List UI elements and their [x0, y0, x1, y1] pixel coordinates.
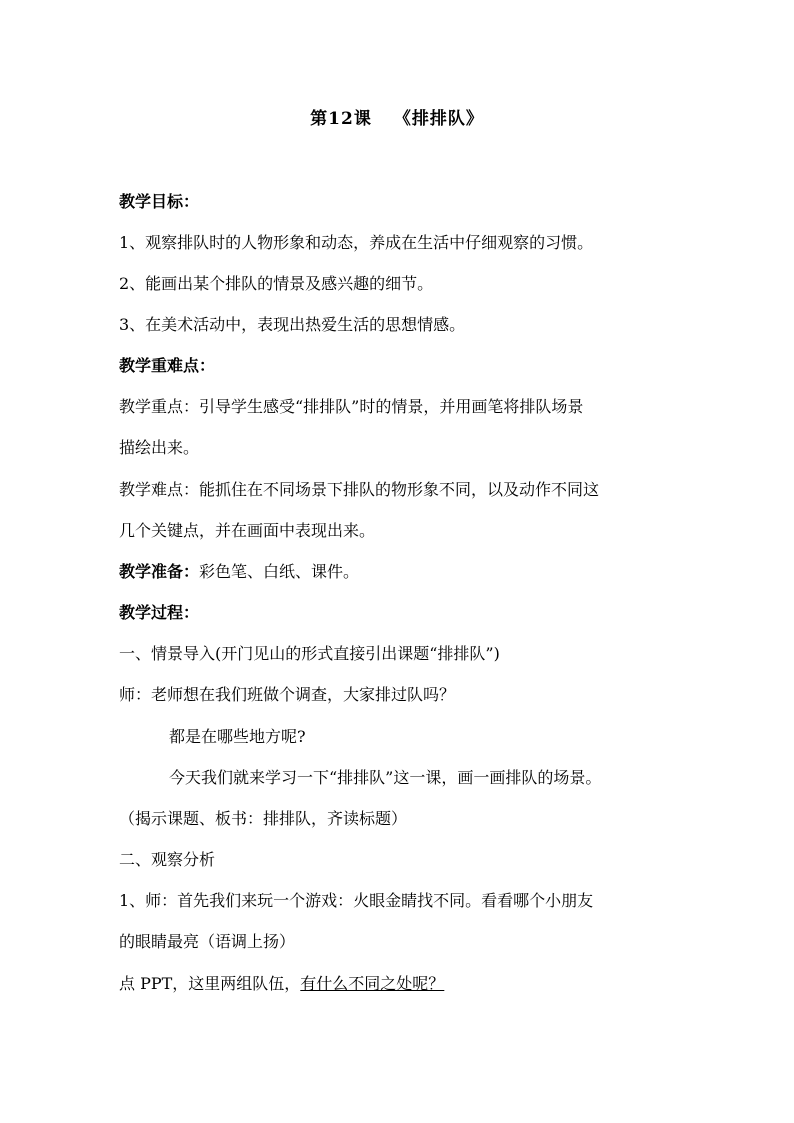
teacher-line-1: 师：老师想在我们班做个调查，大家排过队吗？	[119, 685, 456, 704]
ppt-question: 有什么不同之处呢？	[300, 974, 445, 993]
lesson-number: 第12课	[310, 109, 372, 129]
key-point-line-2: 描绘出来。	[119, 438, 200, 457]
difficult-point-line-1: 教学难点：能抓住在不同场景下排队的物形象不同，以及动作不同这	[119, 480, 600, 499]
preparation-text: 彩色笔、白纸、课件。	[199, 562, 360, 581]
preparation-line	[119, 561, 359, 583]
process-heading: 教学过程：	[119, 603, 200, 622]
lesson-name: 《排排队》	[393, 109, 484, 129]
goal-item-1: 1、观察排队时的人物形象和动态，养成在生活中仔细观察的习惯。	[119, 233, 594, 252]
difficult-point-line-2: 几个关键点，并在画面中表现出来。	[119, 521, 376, 540]
board-note: （揭示课题、板书：排排队，齐读标题）	[119, 809, 408, 828]
goal-item-2: 2、能画出某个排队的情景及感兴趣的细节。	[119, 274, 434, 293]
key-points-heading: 教学重难点：	[119, 356, 216, 375]
goal-item-3: 3、在美术活动中，表现出热爱生活的思想情感。	[119, 315, 466, 334]
key-point-line-1: 教学重点：引导学生感受“排排队”时的情景，并用画笔将排队场景	[119, 397, 584, 416]
ppt-line	[119, 973, 444, 995]
step-1-heading: 一、情景导入(开门见山的形式直接引出课题“排排队”)	[119, 644, 500, 663]
goals-heading: 教学目标：	[119, 192, 200, 211]
ppt-line-prefix: 点 PPT，这里两组队伍，	[119, 974, 301, 993]
game-line-2: 的眼睛最亮（语调上扬）	[119, 932, 296, 951]
teacher-line-3: 今天我们就来学习一下“排排队”这一课，画一画排队的场景。	[169, 768, 602, 787]
lesson-title	[0, 104, 794, 129]
preparation-label: 教学准备：	[119, 562, 200, 581]
step-2-heading: 二、观察分析	[119, 850, 216, 869]
teacher-line-2: 都是在哪些地方呢?	[169, 727, 306, 746]
game-line-1: 1、师：首先我们来玩一个游戏：火眼金睛找不同。看看哪个小朋友	[119, 891, 594, 910]
